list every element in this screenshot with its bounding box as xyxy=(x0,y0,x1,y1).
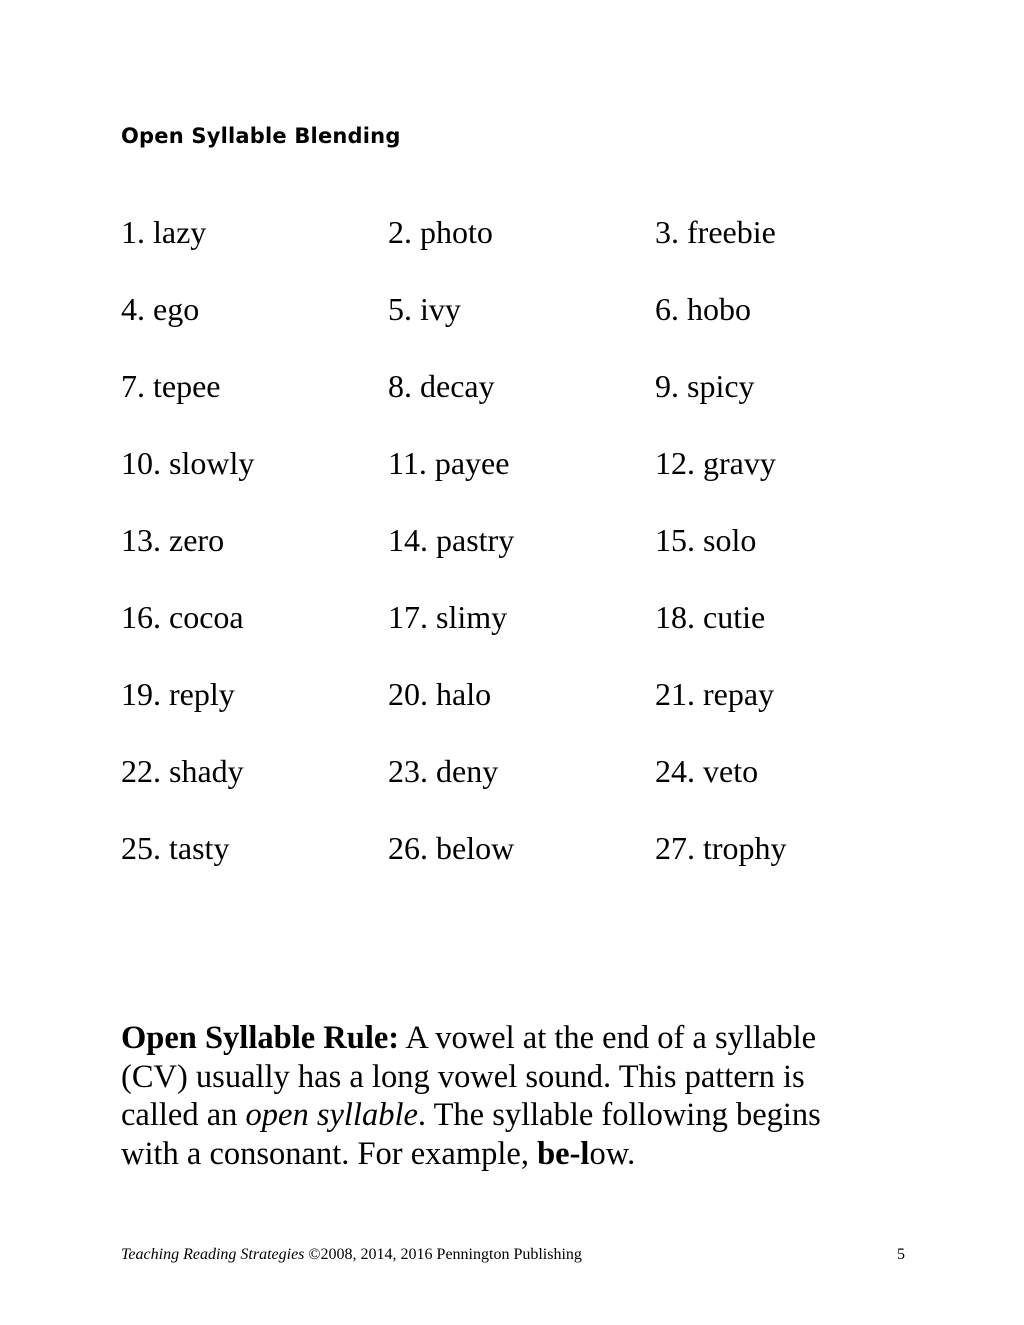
word-row xyxy=(121,518,921,595)
word-row xyxy=(121,210,921,287)
word-item: 7. tepee xyxy=(121,368,221,404)
word-item: 4. ego xyxy=(121,291,200,327)
word-item: 14. pastry xyxy=(388,522,515,558)
word-item: 25. tasty xyxy=(121,830,230,866)
word-item: 22. shady xyxy=(121,753,244,789)
word-item: 9. spicy xyxy=(655,368,755,404)
rule-example-bold: be-l xyxy=(537,1135,590,1172)
word-item: 21. repay xyxy=(655,676,775,712)
word-item: 17. slimy xyxy=(388,599,508,635)
word-row xyxy=(121,364,921,441)
word-item: 5. ivy xyxy=(388,291,461,327)
word-item: 15. solo xyxy=(655,522,757,558)
rule-example-rest: ow. xyxy=(589,1135,636,1172)
word-row xyxy=(121,595,921,672)
word-row xyxy=(121,749,921,826)
word-item: 19. reply xyxy=(121,676,235,712)
word-item: 1. lazy xyxy=(121,214,207,250)
rule-text: A vowel at the end of a syllable (CV) usually has a long vowel sound. This pattern is called an xyxy=(121,1020,817,1133)
word-item: 3. freebie xyxy=(655,214,776,250)
rule-term: open syllable xyxy=(245,1097,418,1133)
footer-copyright: ©2008, 2014, 2016 Pennington Publishing xyxy=(304,1246,582,1263)
word-item: 2. photo xyxy=(388,214,493,250)
word-item: 6. hobo xyxy=(655,291,751,327)
page-heading: Open Syllable Blending xyxy=(121,124,401,148)
footer-title: Teaching Reading Strategies xyxy=(121,1246,305,1263)
word-item: 18. cutie xyxy=(655,599,766,635)
word-list xyxy=(121,210,921,903)
word-item: 24. veto xyxy=(655,753,759,789)
word-row xyxy=(121,826,921,903)
word-item: 20. halo xyxy=(388,676,492,712)
rule-label: Open Syllable Rule: xyxy=(121,1020,400,1056)
word-row xyxy=(121,441,921,518)
word-item: 13. zero xyxy=(121,522,225,558)
word-row xyxy=(121,287,921,364)
word-item: 8. decay xyxy=(388,368,495,404)
rule-text: . The syllable following begins with a consonant. For example, xyxy=(121,1097,821,1172)
word-item: 12. gravy xyxy=(655,445,776,481)
open-syllable-rule xyxy=(121,1019,881,1173)
footer-credit xyxy=(121,1246,582,1264)
word-row xyxy=(121,672,921,749)
word-item: 11. payee xyxy=(388,445,510,481)
word-item: 26. below xyxy=(388,830,515,866)
word-item: 16. cocoa xyxy=(121,599,244,635)
page-number: 5 xyxy=(897,1246,905,1263)
word-item: 10. slowly xyxy=(121,445,255,481)
word-item: 27. trophy xyxy=(655,830,787,866)
word-item: 23. deny xyxy=(388,753,499,789)
